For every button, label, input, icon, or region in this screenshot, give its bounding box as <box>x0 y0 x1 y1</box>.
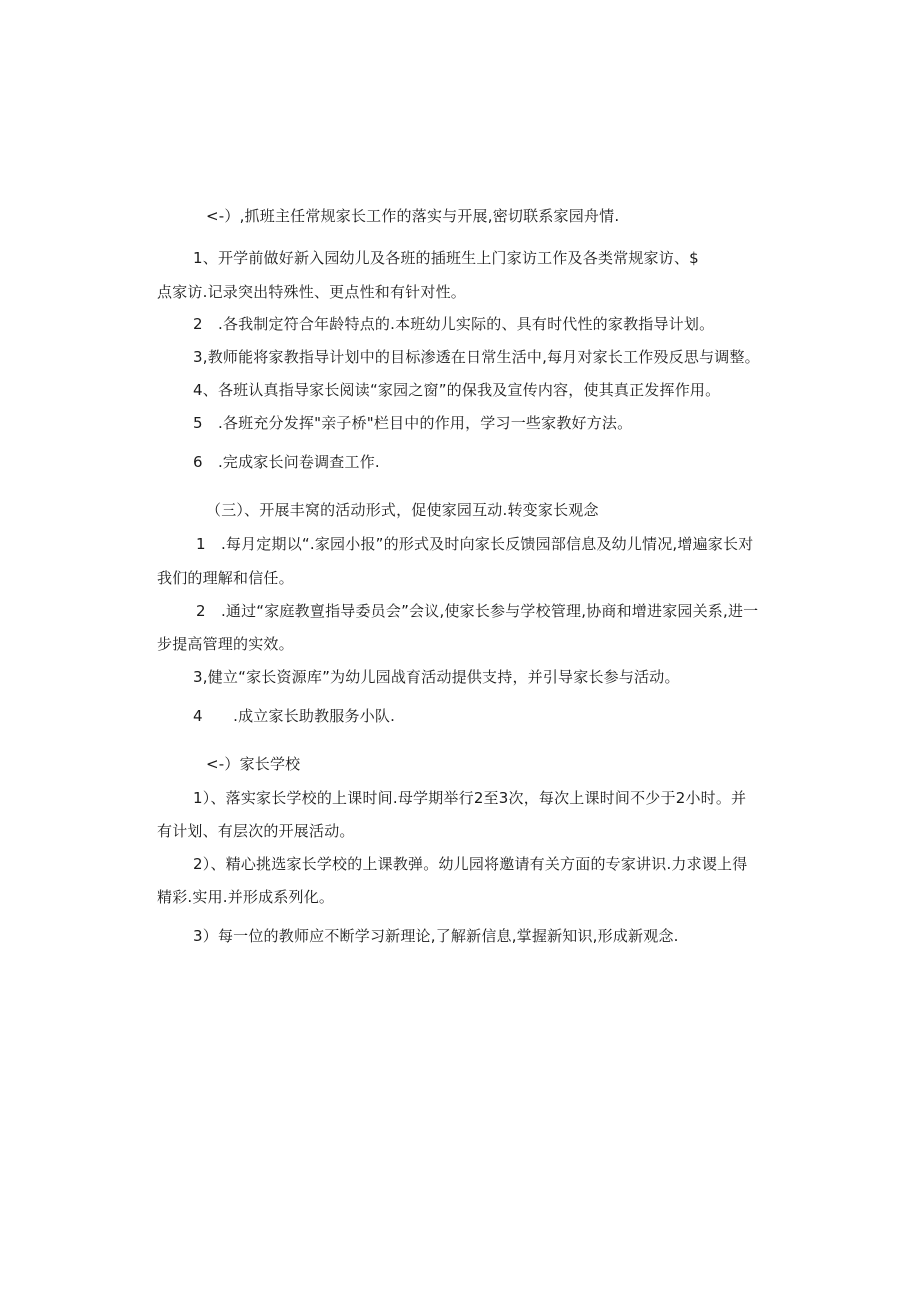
list-item-line: 3）每一位的教师应不断学习新理论,了解新信息,掌握新知识,形成新观念. <box>193 927 679 945</box>
list-item-line: 1、开学前做好新入园幼儿及各班的插班生上门家访工作及各类常规家访、$ <box>193 249 699 267</box>
list-item-line: 5 .各班充分发挥"亲子桥"栏目中的作用，学习一些家教好方法。 <box>193 414 633 432</box>
list-item-line: 我们的理解和信任。 <box>157 569 294 587</box>
list-item-line: 4、各班认真指导家长阅读“家园之窗”的保我及宣传内容，使其真正发挥作用。 <box>193 381 721 399</box>
list-item-line: 3,教师能将家教指导计划中的目标渗透在日常生活中,每月对家长工作殁反思与调整。 <box>193 348 760 366</box>
list-item-line: 有计划、有层次的开展活动。 <box>157 822 355 840</box>
list-item-line: 6 .完成家长问卷调查工作. <box>193 453 380 471</box>
section-heading: <-）,抓班主任常规家长工作的落实与开展,密切联系家园舟情. <box>206 207 620 225</box>
list-item-line: 2 .各我制定符合年龄特点的.本班幼儿实际的、具有时代性的家教指导计划。 <box>193 315 715 333</box>
list-item-line: 1 .每月定期以“.家园小报”的形式及时向家长反馈园部信息及幼儿情况,增遍家长对 <box>196 535 754 553</box>
list-item-line: 步提高管理的实效。 <box>157 635 294 653</box>
list-item-line: 精彩.实用.并形成系列化。 <box>157 888 335 906</box>
section-heading: <-）家长学校 <box>206 755 301 773</box>
list-item-line: 3,健立“家长资源库”为幼儿园战育活动提供支持，并引导家长参与活动。 <box>193 668 680 686</box>
list-item-line: 1）、落实家长学校的上课时间.母学期举行2至3次，每次上课时间不少于2小时。并 <box>193 789 747 807</box>
list-item-line: 2 .通过“家庭教亶指导委员会”会议,使家长参与学校管理,协商和增进家园关系,进一 <box>196 602 759 620</box>
list-item-line: 4 .成立家长助教服务小队. <box>193 707 396 725</box>
list-item-line: 2）、精心挑选家长学校的上课教弹。幼儿园将邀请有关方面的专家讲识.力求谡上得 <box>193 855 748 873</box>
section-heading: （三）、开展丰窝的活动形式，促使家园互动.转变家长观念 <box>206 501 599 519</box>
list-item-line: 点家访.记录突出特殊性、更点性和有针对性。 <box>157 283 466 301</box>
